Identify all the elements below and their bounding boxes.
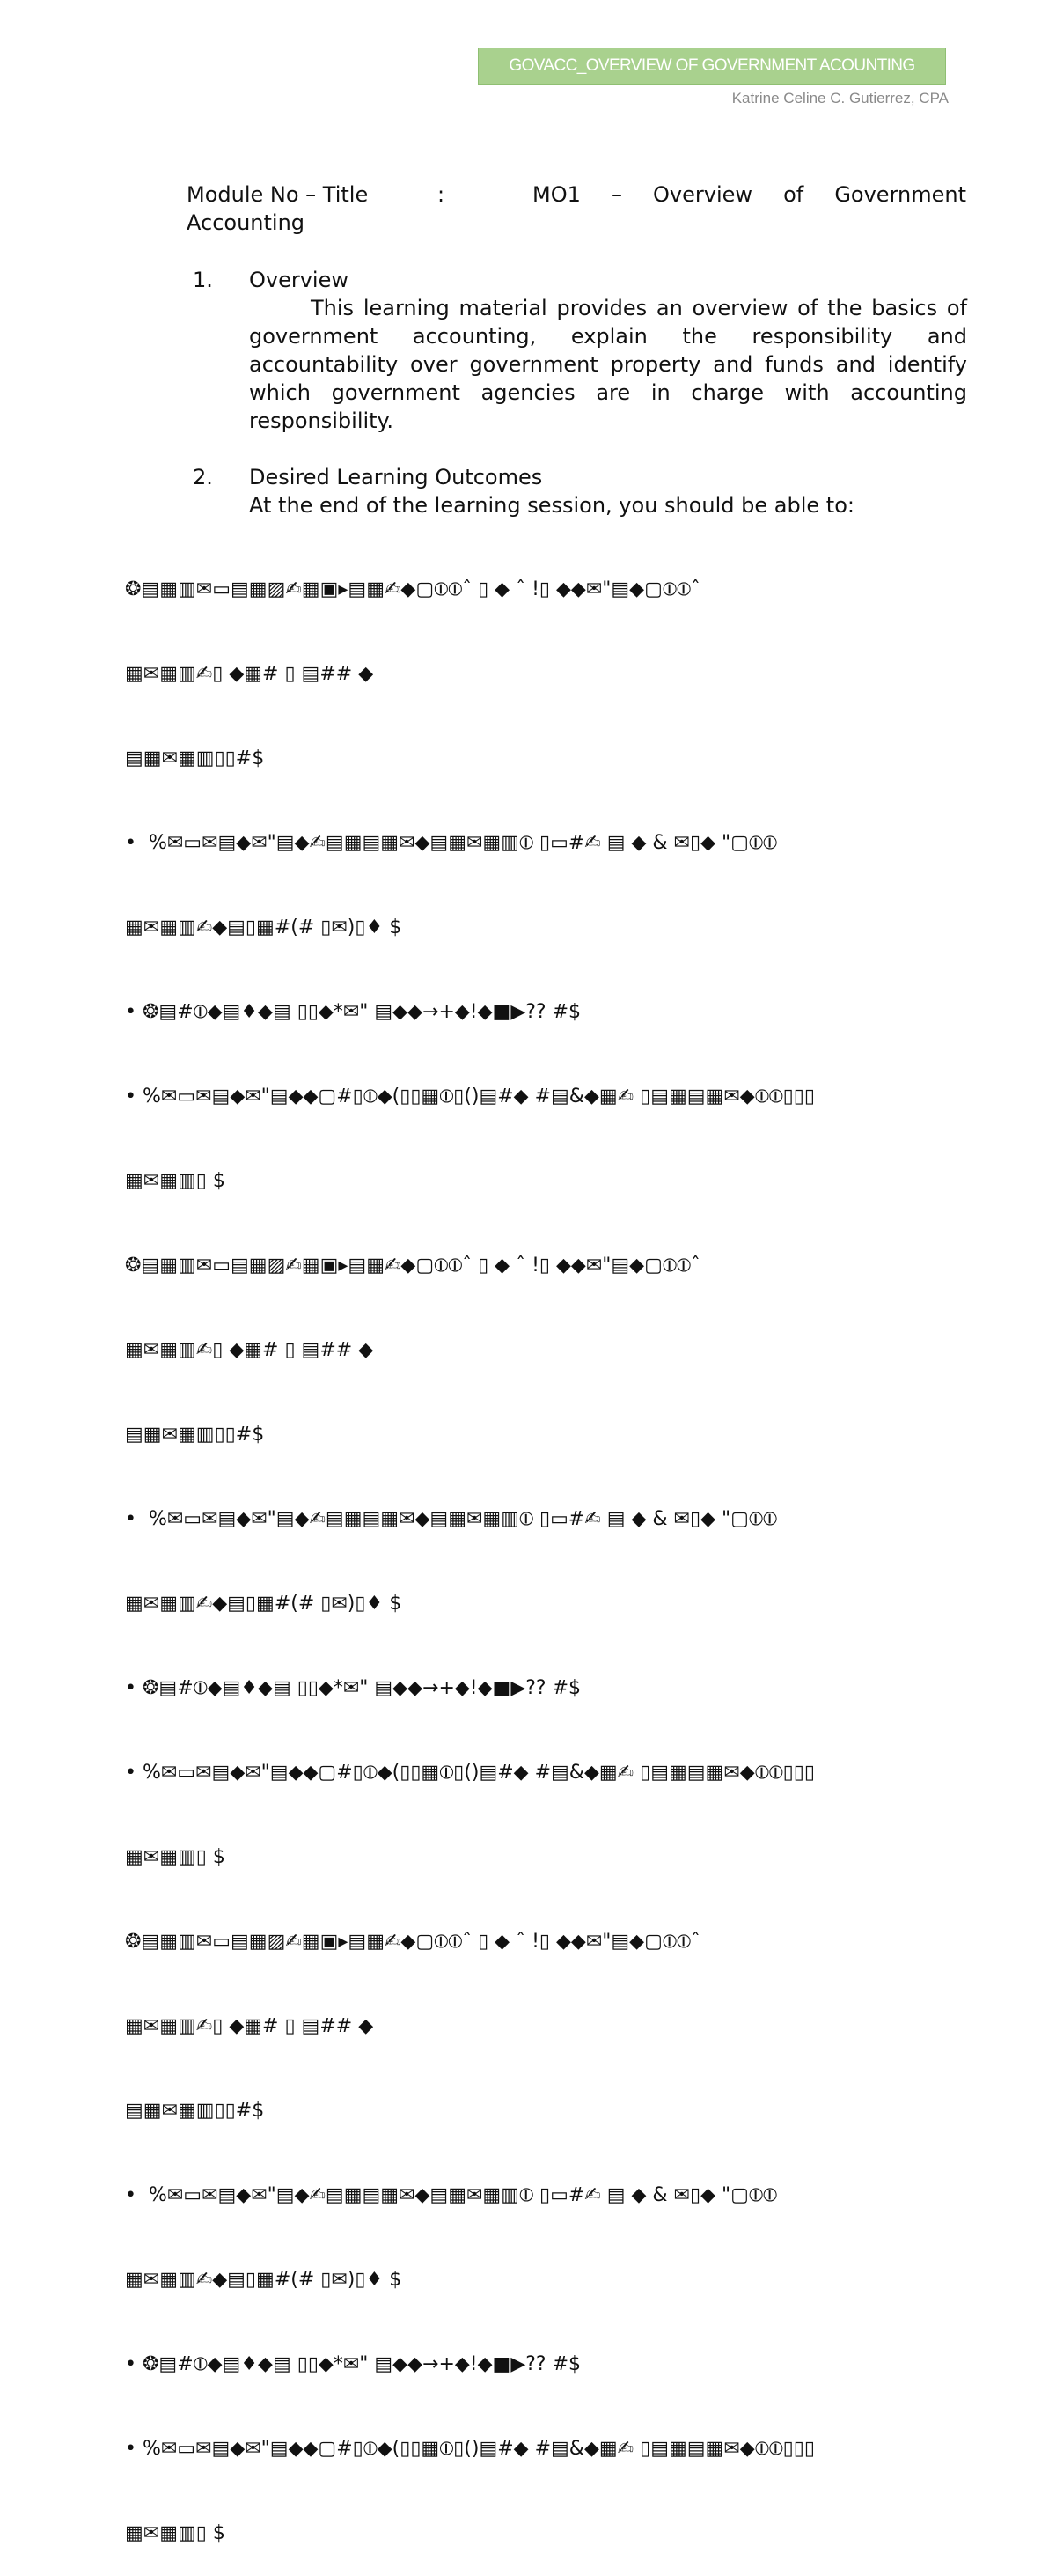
glyph-line: ▤▦✉▦▥▯▯#$	[125, 1424, 265, 1446]
glyph-line: ▤▦✉▦▥▯▯#$	[125, 2100, 265, 2122]
glyph-line: • ❂▤#⦶◆▤♦◆▤ ▯▯◆*✉" ▤◆◆→+◆!◆■▶?? #$	[125, 1677, 582, 1699]
glyph-line: • %✉▭✉▤◆✉"▤◆◆▢#▯⦶◆(▯▯▦⦶▯()▤#◆ #▤&◆▦✍ ▯▤▦▤▦✉◆⦶⦶▯▯▯	[125, 2438, 815, 2460]
section-number: 2.	[193, 465, 213, 489]
glyph-line: ▤▦✉▦▥▯▯#$	[125, 747, 265, 769]
section-heading: Overview	[249, 268, 348, 292]
glyph-line: • ❂▤#⦶◆▤♦◆▤ ▯▯◆*✉" ▤◆◆→+◆!◆■▶?? #$	[125, 2353, 582, 2375]
section-heading: Desired Learning Outcomes	[249, 465, 543, 489]
module-label: Module No – Title	[187, 182, 369, 207]
section-intro-text: At the end of the learning session, you should be able to:	[249, 493, 854, 518]
glyph-line: ▦✉▦▥▯ $	[125, 1170, 225, 1192]
glyph-line: ▦✉▦▥▯ $	[125, 2522, 225, 2544]
glyph-line: • %✉▭✉▤◆✉"▤◆◆▢#▯⦶◆(▯▯▦⦶▯()▤#◆ #▤&◆▦✍ ▯▤▦▤▦✉◆⦶⦶▯▯▯	[125, 1086, 815, 1108]
glyph-line: • %✉▭✉▤◆✉"▤◆✍▤▦▤▦✉◆▤▦✉▦▥⦶ ▯▭#✍ ▤ ◆ & ✉▯◆ "▢⦶⦶	[125, 832, 777, 854]
unrendered-glyph-block	[125, 519, 1031, 2576]
document-author: Katrine Celine C. Gutierrez, CPA	[731, 90, 949, 107]
glyph-line: ❂▤▦▥✉▭▤▦▨✍▦▣▸▤▦✍◆▢⦶⦶ˆ ▯ ◆ ˆ !▯ ◆◆✉"▤◆▢⦶⦶ˆ	[125, 578, 700, 600]
glyph-line: • %✉▭✉▤◆✉"▤◆◆▢#▯⦶◆(▯▯▦⦶▯()▤#◆ #▤&◆▦✍ ▯▤▦▤▦✉◆⦶⦶▯▯▯	[125, 1762, 815, 1784]
glyph-line: ❂▤▦▥✉▭▤▦▨✍▦▣▸▤▦✍◆▢⦶⦶ˆ ▯ ◆ ˆ !▯ ◆◆✉"▤◆▢⦶⦶ˆ	[125, 1931, 700, 1953]
module-title-line2: Accounting	[187, 210, 305, 235]
document-header-banner	[478, 48, 946, 85]
glyph-line: ▦✉▦▥✍▯ ◆▦# ▯ ▤## ◆	[125, 2015, 374, 2037]
module-title-line1: MO1 – Overview of Government	[532, 182, 966, 207]
section-overview	[193, 266, 967, 435]
section-number: 1.	[193, 268, 213, 292]
module-colon: :	[437, 182, 445, 207]
glyph-line: ▦✉▦▥✍◆▤▯▦#(# ▯✉)▯♦ $	[125, 916, 402, 938]
module-title-block	[187, 180, 966, 237]
document-header-title: GOVACC_OVERVIEW OF GOVERNMENT ACOUNTING	[509, 56, 915, 75]
glyph-line: ❂▤▦▥✉▭▤▦▨✍▦▣▸▤▦✍◆▢⦶⦶ˆ ▯ ◆ ˆ !▯ ◆◆✉"▤◆▢⦶⦶ˆ	[125, 1255, 700, 1277]
section-desired-learning-outcomes	[193, 463, 967, 519]
glyph-line: • %✉▭✉▤◆✉"▤◆✍▤▦▤▦✉◆▤▦✉▦▥⦶ ▯▭#✍ ▤ ◆ & ✉▯◆ "▢⦶⦶	[125, 2184, 777, 2206]
glyph-line: • %✉▭✉▤◆✉"▤◆✍▤▦▤▦✉◆▤▦✉▦▥⦶ ▯▭#✍ ▤ ◆ & ✉▯◆ "▢⦶⦶	[125, 1508, 777, 1530]
section-paragraph: This learning material provides an overview of the basics of government accounting, explain the responsibility and accountability over government property and funds and identify which government agencies are in charge with accounting responsibility.	[249, 296, 967, 433]
glyph-line: ▦✉▦▥✍▯ ◆▦# ▯ ▤## ◆	[125, 1339, 374, 1361]
glyph-line: • ❂▤#⦶◆▤♦◆▤ ▯▯◆*✉" ▤◆◆→+◆!◆■▶?? #$	[125, 1001, 582, 1023]
glyph-line: ▦✉▦▥✍▯ ◆▦# ▯ ▤## ◆	[125, 663, 374, 685]
glyph-line: ▦✉▦▥▯ $	[125, 1846, 225, 1868]
glyph-line: ▦✉▦▥✍◆▤▯▦#(# ▯✉)▯♦ $	[125, 1593, 402, 1615]
glyph-line: ▦✉▦▥✍◆▤▯▦#(# ▯✉)▯♦ $	[125, 2269, 402, 2291]
